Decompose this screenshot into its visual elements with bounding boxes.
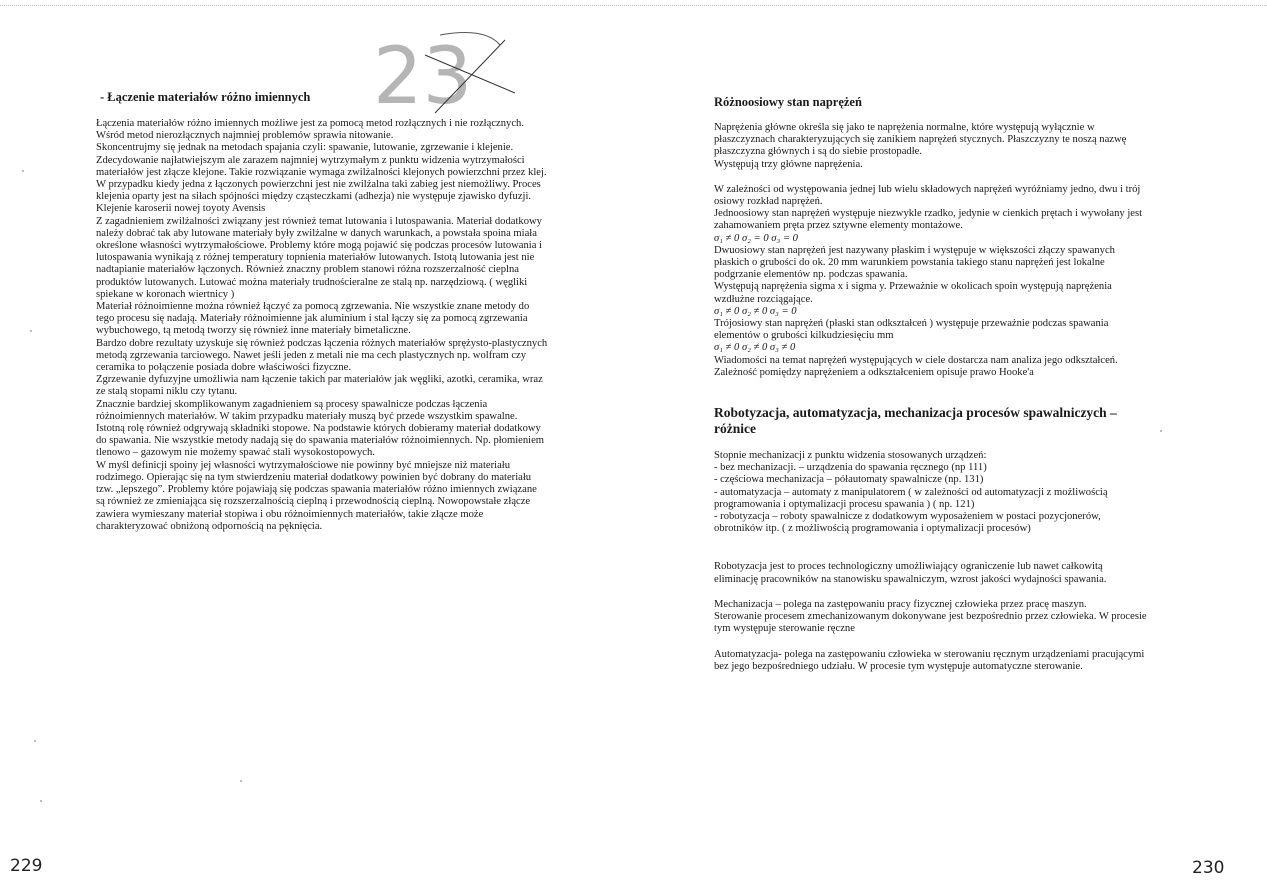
scan-border <box>0 5 1267 6</box>
handwritten-grade-mark <box>365 25 535 120</box>
paragraph: Bardzo dobre rezultaty uzyskuje się również podczas łączenia różnych materiałów sprężysto-plastycznych metodą zgrzewania tarciowego. Nawet jeśli jeden z metali nie ma cech plastycznych np. wolfram czy ceramika to połączenie posiada dobre właściwości fizyczne. <box>96 337 548 374</box>
stress-formula-triaxial: σ₁ ≠ 0 σ₂ ≠ 0 σ₃ ≠ 0 <box>714 342 796 354</box>
left-page-number: 229 <box>10 856 43 876</box>
right-page-heading: Różnoosiowy stan naprężeń <box>714 95 862 109</box>
grade-mark-text: 23 <box>373 32 473 120</box>
paragraph-mechanization: Mechanizacja – polega na zastępowaniu pracy fizycznej człowieka przez pracę maszyn. <box>714 598 1087 610</box>
paragraph: Dwuosiowy stan naprężeń jest nazywany płaskim i występuje w większości złączy spawanych płaskich o grubości do ok. 20 mm warunkiem powstania takiego stanu naprężeń jest lokalne podgrzanie elementów np. podczas spawania. <box>714 244 1115 281</box>
paragraph-mechanization: Sterowanie procesem zmechanizowanym dokonywane jest bezpośrednio przez człowieka. W procesie tym występuje sterowanie ręczne <box>714 611 1147 635</box>
paragraph: Występują trzy główne naprężenia. <box>714 158 863 170</box>
list-line: - automatyzacja – automaty z manipulatorem ( w zależności od automatyzacji z możliwością programowania i optymalizacji procesu spawania ) ( np. 121) <box>714 486 1108 510</box>
paragraph: Wiadomości na temat naprężeń występujących w ciele dostarcza nam analiza jego odkształceń. <box>714 354 1118 366</box>
paragraph: Zgrzewanie dyfuzyjne umożliwia nam łączenie takich par materiałów jak węgliki, azotki, ceramika, wraz ze stalą stopami niklu czy tytanu. <box>96 374 543 398</box>
paragraph-automation: Automatyzacja- polega na zastępowaniu człowieka w sterowaniu ręcznym urządzeniami pracującymi bez jego bezpośredniego udziału. W procesie tym występuje automatyczne sterowanie. <box>714 648 1145 672</box>
paragraph: Materiał różnoimienne można również łączyć za pomocą zgrzewania. Nie wszystkie znane metody do tego procesu się nadają. Materiały różnoimienne jak aluminium i stal łączy się za pomocą zgrzewania wybuchowego, tą metodą tworzy się również inne materiały bimetaliczne. <box>96 301 530 337</box>
paragraph: Naprężenia główne określa się jako te naprężenia normalne, które występują wyłącznie w płaszczyznach charakteryzujących się zanikiem naprężeń stycznych. Płaszczyzny te noszą nazwę płaszczyzna głównych i są do siebie prostopadłe. <box>714 122 1127 158</box>
paragraph: Występują naprężenia sigma x i sigma y. Przeważnie w okolicach spoin występują naprężenia wzdłużne rozciągające. <box>714 281 1112 305</box>
paragraph: Wśród metod nierozłącznych najmniej problemów sprawia nitowanie. <box>96 130 394 142</box>
list-line: Stopnie mechanizacji z punktu widzenia stosowanych urządzeń: <box>714 450 987 462</box>
paragraph: Znacznie bardziej skomplikowanym zagadnieniem są procesy spawalnicze podczas łączenia różnoimiennych materiałów. W takim przypadku materiały muszą być przede wszystkim spawalne. Istotną rolę również odgrywają składniki stopowe. Na podstawie których dobieramy materiał dodatkowy do spawania. Nie wszystkie metody nadają się do spawania materiałów różnoimiennych. Np. płomieniem tlenowo – gazowym nie możemy spawać stali wysokostopowych. <box>96 398 545 459</box>
paragraph: Zależność pomiędzy naprężeniem a odkształceniem opisuje prawo Hooke'a <box>714 366 1034 378</box>
list-line: - bez mechanizacji. – urządzenia do spawania ręcznego (np 111) <box>714 462 987 474</box>
list-line: - częściowa mechanizacja – półautomaty spawalnicze (np. 131) <box>714 474 984 486</box>
paragraph-robotization: Robotyzacja jest to proces technologiczny umożliwiający ograniczenie lub nawet całkowitą eliminację pracowników na stanowisku spawalniczym, wzrost jakości wydajności spawania. <box>714 561 1107 585</box>
section-heading-robotization: Robotyzacja, automatyzacja, mechanizacja procesów spawalniczych – różnice <box>714 405 1117 437</box>
paragraph: Skoncentrujmy się jednak na metodach spajania czyli: spawanie, lutowanie, zgrzewanie i klejenie. <box>96 142 514 154</box>
paragraph: Z zagadnieniem zwilżalności związany jest również temat lutowania i lutospawania. Materiał dodatkowy należy dobrać tak aby lutowane materiały były zwilżalne w danych warunkach, a powstała spoina miała określone własności wytrzymałościowe. Problemy które mogą pojawić się podczas procesów lutowania i lutospawania wynikają z różnej temperatury topnienia materiałów lutowanych. Istotą lutowania jest nie nadtapianie materiałów łączonych. Również znaczny problem stanowi różna rozszerzalność cieplna produktów lutowanych. Lutować można materiały trudnościeralne ze stalą np. narzędziową. ( węgliki spiekane w koronach wiertnicy ) <box>96 215 542 300</box>
left-page-body <box>96 118 548 533</box>
paragraph: Łączenia materiałów różno imiennych możliwe jest za pomocą metod rozłącznych i nie rozłącznych. <box>96 118 524 129</box>
right-page-body <box>714 122 1148 673</box>
paragraph: Jednoosiowy stan naprężeń występuje niezwykle rzadko, jedynie w cienkich prętach i wywołany jest zahamowaniem pręta przez sztywne elementy montażowe. <box>714 208 1143 232</box>
stress-formula-uniaxial: σ₁ ≠ 0 σ₂ = 0 σ₃ = 0 <box>714 232 798 244</box>
list-line: - robotyzacja – roboty spawalnicze z dodatkowym wyposażeniem w postaci pozycjonerów, obrotników itp. ( z możliwością programowania i optymalizacji procesów) <box>714 511 1101 535</box>
left-page-heading: - Łączenie materiałów różno imiennych <box>100 90 311 104</box>
stress-formula-biaxial: σ₁ ≠ 0 σ₂ ≠ 0 σ₃ = 0 <box>714 305 797 317</box>
paragraph: Zdecydowanie najłatwiejszym ale zarazem najmniej wytrzymałym z punktu widzenia wytrzymałości materiałów jest złącze klejone. Takie rozwiązanie wymaga zwilżalności klejonych powierzchni przez klej. W przypadku kiedy jedna z łączonych powierzchni jest nie zwilżalna taki zabieg jest niemożliwy. Proces klejenia oparty jest na siłach spójności między cząsteczkami (adhezja) nie występuje zjawisko dyfuzji. Klejenie karoserii nowej toyoty Avensis <box>96 154 547 215</box>
paragraph: W zależności od występowania jednej lub wielu składowych naprężeń wyróżniamy jedno, dwu i trój osiowy rozkład naprężeń. <box>714 183 1141 208</box>
right-page-number: 230 <box>1192 858 1225 878</box>
paragraph: W myśl definicji spoiny jej własności wytrzymałościowe nie powinny być mniejsze niż materiału rodzimego. Opierając się na tym stwierdzeniu materiał dodatkowy powinien być dobrany do materiału tzw. „lepszego”. Problemy które pojawiają się podczas spawania materiałów różno imiennych związane są również ze zmieniająca się rozszerzalnością cieplną i przewodnością cieplną. Nowopowstałe złącze zawiera wymieszany materiał stopiwa i obu różnoimiennych materiałów, takie złącze może charakteryzować obniżoną odpornością na pęknięcia. <box>96 459 537 532</box>
paragraph: Trójosiowy stan naprężeń (płaski stan odkształceń ) występuje przeważnie podczas spawania elementów o grubości kilkudziesięciu mm <box>714 318 1109 342</box>
